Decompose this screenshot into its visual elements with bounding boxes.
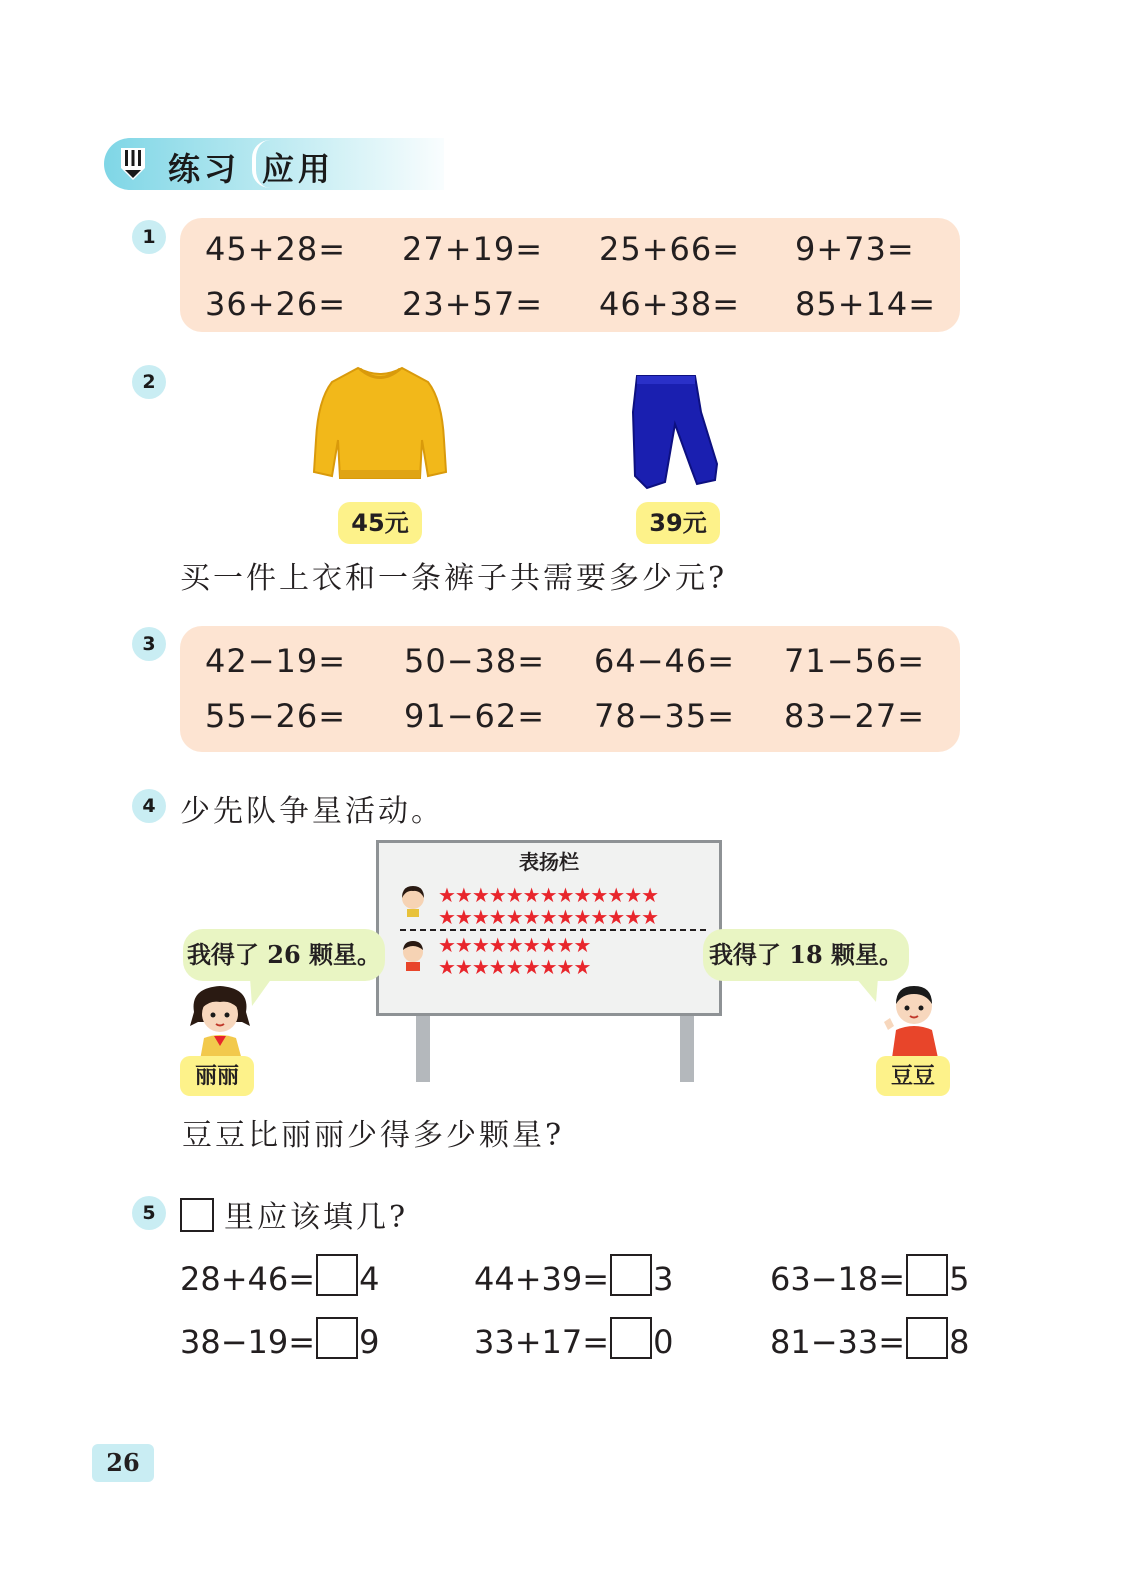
answer-box[interactable] xyxy=(316,1254,358,1296)
answer-box[interactable] xyxy=(610,1254,652,1296)
equation: 36+26= xyxy=(205,285,347,323)
problem-number-3: 3 xyxy=(132,627,166,661)
equation: 78−35= xyxy=(594,697,736,735)
equation-prefix: 33+17= xyxy=(474,1323,610,1361)
equation: 25+66= xyxy=(599,230,741,268)
doudou-face-icon xyxy=(398,938,428,972)
equation-suffix: 0 xyxy=(653,1323,674,1361)
problem-number-4: 4 xyxy=(132,789,166,823)
board-leg-right xyxy=(680,1010,694,1082)
fill-in-equation xyxy=(770,1317,969,1361)
sweater-price-tag: 45元 xyxy=(338,502,422,544)
equation: 45+28= xyxy=(205,230,347,268)
lili-name-tag: 丽丽 xyxy=(180,1056,254,1096)
header-title-practice: 练习 xyxy=(168,150,241,188)
pants-price-tag: 39元 xyxy=(636,502,720,544)
equation: 50−38= xyxy=(404,642,546,680)
lili-stars-row-2: ★★★★★★★★★★★★★ xyxy=(438,905,659,929)
problem-number-1: 1 xyxy=(132,220,166,254)
equation-prefix: 38−19= xyxy=(180,1323,316,1361)
fill-in-equation xyxy=(474,1317,673,1361)
equation-suffix: 4 xyxy=(359,1260,380,1298)
board-divider xyxy=(400,929,706,931)
equation: 9+73= xyxy=(795,230,915,268)
blank-box-icon xyxy=(180,1198,214,1232)
problem4-title: 少先队争星活动。 xyxy=(180,794,444,829)
lili-stars-row-1: ★★★★★★★★★★★★★ xyxy=(438,883,659,907)
answer-box[interactable] xyxy=(610,1317,652,1359)
doudou-stars-row-1: ★★★★★★★★★ xyxy=(438,933,591,957)
equation: 27+19= xyxy=(402,230,544,268)
lili-character xyxy=(184,982,256,1060)
sweater-image xyxy=(310,360,450,488)
fill-in-equation xyxy=(180,1254,379,1298)
equation-prefix: 63−18= xyxy=(770,1260,906,1298)
board-title: 表扬栏 xyxy=(519,850,579,874)
section-header xyxy=(104,138,444,190)
problem-number-5: 5 xyxy=(132,1196,166,1230)
header-title-apply: 应用 xyxy=(262,150,335,188)
pencil-icon xyxy=(118,146,148,182)
equation: 83−27= xyxy=(784,697,926,735)
equation-suffix: 5 xyxy=(949,1260,970,1298)
problem4-question: 豆豆比丽丽少得多少颗星? xyxy=(182,1118,565,1153)
equation-prefix: 81−33= xyxy=(770,1323,906,1361)
equation: 71−56= xyxy=(784,642,926,680)
equation: 42−19= xyxy=(205,642,347,680)
answer-box[interactable] xyxy=(906,1317,948,1359)
fill-in-equation xyxy=(770,1254,969,1298)
doudou-speech-bubble: 我得了 18 颗星。 xyxy=(703,929,909,981)
problem5-title: 里应该填几? xyxy=(224,1200,409,1235)
problem2-question: 买一件上衣和一条裤子共需要多少元? xyxy=(180,561,728,596)
board-leg-left xyxy=(416,1010,430,1082)
equation-suffix: 3 xyxy=(653,1260,674,1298)
fill-in-equation xyxy=(474,1254,673,1298)
lili-speech-bubble: 我得了 26 颗星。 xyxy=(183,929,385,981)
equation: 85+14= xyxy=(795,285,937,323)
equation-prefix: 28+46= xyxy=(180,1260,316,1298)
doudou-character xyxy=(876,978,948,1058)
answer-box[interactable] xyxy=(316,1317,358,1359)
problem-number-2: 2 xyxy=(132,365,166,399)
equation: 64−46= xyxy=(594,642,736,680)
doudou-stars-row-2: ★★★★★★★★★ xyxy=(438,955,591,979)
lili-face-icon xyxy=(398,884,428,918)
equation: 23+57= xyxy=(402,285,544,323)
equation: 91−62= xyxy=(404,697,546,735)
page-number: 26 xyxy=(92,1444,154,1482)
equation-suffix: 9 xyxy=(359,1323,380,1361)
equation: 46+38= xyxy=(599,285,741,323)
answer-box[interactable] xyxy=(906,1254,948,1296)
equation: 55−26= xyxy=(205,697,347,735)
doudou-name-tag: 豆豆 xyxy=(876,1056,950,1096)
fill-in-equation xyxy=(180,1317,379,1361)
pants-image xyxy=(625,372,725,496)
equation-suffix: 8 xyxy=(949,1323,970,1361)
equation-prefix: 44+39= xyxy=(474,1260,610,1298)
